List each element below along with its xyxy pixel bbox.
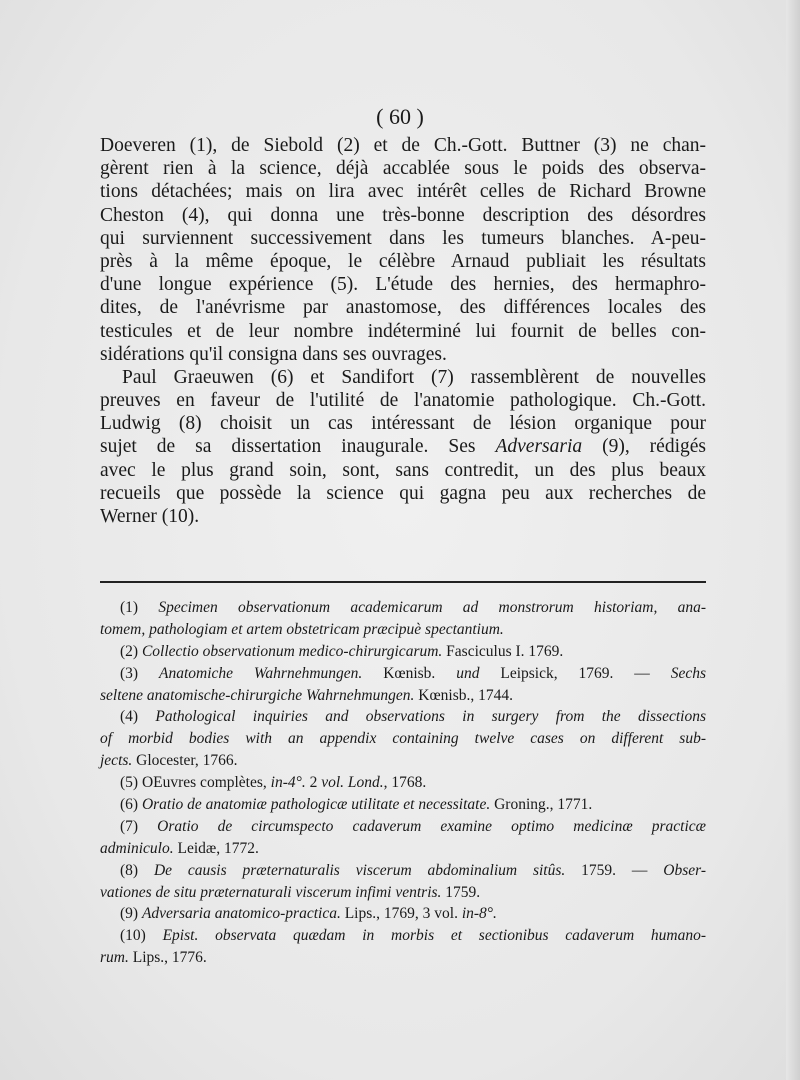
footnote-line: [100, 925, 706, 947]
italic-text: Pathological inquiries and observations in surgery from the dissections: [155, 708, 706, 726]
italic-text: in-4°.: [270, 774, 310, 792]
text-segment: (7): [120, 817, 158, 835]
italic-text: Adversaria anatomico-practica.: [141, 905, 341, 923]
text-segment: 1759.: [441, 883, 481, 901]
italic-text: seltene anatomische-chirurgiche Wahrnehmungen.: [100, 686, 415, 704]
footnote-line: [100, 903, 706, 925]
text-segment: (10): [120, 927, 163, 945]
footnote-line: [100, 882, 706, 904]
body-line: Cheston (4), qui donna une très-bonne description des désordres: [100, 204, 706, 226]
italic-text: Oratio de circumspecto cadaverum examine optimo medicinæ practicæ: [157, 817, 706, 835]
italic-text: Oratio de anatomiæ pathologicæ utilitate et necessitate.: [141, 796, 491, 814]
footnote-line: [100, 619, 706, 641]
italic-text: De causis præternaturalis viscerum abdominalium sitûs.: [153, 861, 566, 879]
body-line: Werner (10).: [100, 506, 200, 527]
text-segment: (6): [120, 796, 142, 814]
body-line: gèrent rien à la science, déjà accablée sous le poids des observa-: [100, 158, 706, 180]
body-line: Ludwig (8) choisit un cas intéressant de lésion organique pour: [100, 413, 706, 435]
body-line: sidérations qu'il consigna dans ses ouvrages.: [100, 343, 447, 365]
text-segment: Glocester, 1766.: [132, 752, 238, 770]
footnote-line: [100, 860, 706, 882]
footnote-line: [100, 685, 706, 707]
italic-text: tomem, pathologiam et artem obstetricam præcipuè spectantium.: [100, 620, 504, 638]
footnote-line: [100, 597, 706, 619]
body-line: qui surviennent successivement dans les tumeurs blanches. A-peu-: [100, 227, 706, 249]
text-segment: (5) OEuvres complètes,: [120, 774, 271, 792]
footnote-line: [100, 838, 706, 860]
body-line: recueils que possède la science qui gagna peu aux recherches de: [100, 482, 706, 504]
italic-text: Adversaria: [495, 436, 583, 458]
footnote-line: [100, 641, 706, 663]
footnote-line: [100, 663, 706, 685]
body-line: avec le plus grand soin, sont, sans contredit, un des plus beaux: [100, 459, 706, 481]
italic-text: in-8°.: [461, 905, 497, 923]
text-segment: Groning., 1771.: [490, 796, 593, 814]
body-line: près à la même époque, le célèbre Arnaud publiait les résultats: [100, 250, 706, 272]
italic-text: of morbid bodies with an appendix containing twelve cases on different sub-: [100, 730, 706, 748]
body-line: testicules et de leur nombre indéterminé lui fournit de belles con-: [100, 320, 706, 342]
footnote-line: [100, 706, 706, 728]
italic-text: vol. Lond.: [321, 774, 384, 792]
text-segment: (8): [120, 861, 154, 879]
text-segment: , 1768.: [383, 774, 427, 792]
text-segment: (3): [120, 664, 159, 682]
text-segment: (4): [120, 708, 156, 726]
text-segment: (9), rédigés: [582, 436, 706, 458]
footnote-line: [100, 750, 706, 772]
page-edge: [786, 0, 800, 1080]
italic-text: und: [456, 664, 480, 682]
footnote-line: [100, 772, 706, 794]
italic-text: Collectio observationum medico-chirurgicarum.: [141, 642, 443, 660]
body-text: [100, 134, 706, 528]
body-line: preuves en faveur de l'utilité de l'anatomie pathologique. Ch.-Gott.: [100, 390, 706, 412]
text-segment: (2): [120, 642, 142, 660]
italic-text: adminiculo.: [100, 839, 174, 857]
footnote-rule: [100, 581, 706, 583]
body-line: tions détachées; mais on lira avec intérêt celles de Richard Browne: [100, 181, 706, 203]
italic-text: Epist. observata quædam in morbis et sectionibus cadaverum humano-: [162, 927, 706, 945]
footnote-line: [100, 794, 706, 816]
text-segment: Leidæ, 1772.: [173, 839, 259, 857]
footnote-line: [100, 816, 706, 838]
italic-text: Sechs: [670, 664, 706, 682]
italic-text: rum.: [100, 949, 129, 967]
text-segment: Fasciculus I. 1769.: [442, 642, 564, 660]
italic-text: Anatomiche Wahrnehmungen.: [158, 664, 363, 682]
text-segment: Leipsick, 1769. —: [479, 664, 671, 682]
italic-text: jects.: [100, 752, 133, 770]
text-segment: Kœnisb.: [362, 664, 457, 682]
text-segment: (1): [120, 599, 159, 616]
body-line: d'une longue expérience (5). L'étude des hernies, des hermaphro-: [100, 274, 706, 296]
body-line: Paul Graeuwen (6) et Sandifort (7) rassemblèrent de nouvelles: [122, 366, 706, 388]
body-line: dites, de l'anévrisme par anastomose, des différences locales des: [100, 297, 706, 319]
footnote-line: [100, 728, 706, 750]
text-segment: (9): [120, 905, 142, 923]
italic-text: Specimen observationum academicarum ad monstrorum historiam, ana-: [158, 599, 706, 616]
italic-text: vationes de situ præternaturali viscerum infimi ventris.: [100, 883, 442, 901]
page-number: ( 60 ): [376, 104, 424, 129]
text-segment: 1759. —: [565, 861, 664, 879]
footnote-line: [100, 947, 706, 969]
italic-text: Obser-: [663, 861, 707, 879]
body-line: [100, 435, 706, 458]
text-segment: Lips., 1776.: [128, 949, 207, 967]
text-segment: sujet de sa dissertation inaugurale. Ses: [100, 436, 496, 458]
body-line: Doeveren (1), de Siebold (2) et de Ch.-Gott. Buttner (3) ne chan-: [100, 135, 706, 156]
footnotes: [100, 597, 706, 969]
text-segment: Kœnisb., 1744.: [414, 686, 513, 704]
text-segment: Lips., 1769, 3 vol.: [340, 905, 462, 923]
text-segment: 2: [309, 774, 322, 792]
